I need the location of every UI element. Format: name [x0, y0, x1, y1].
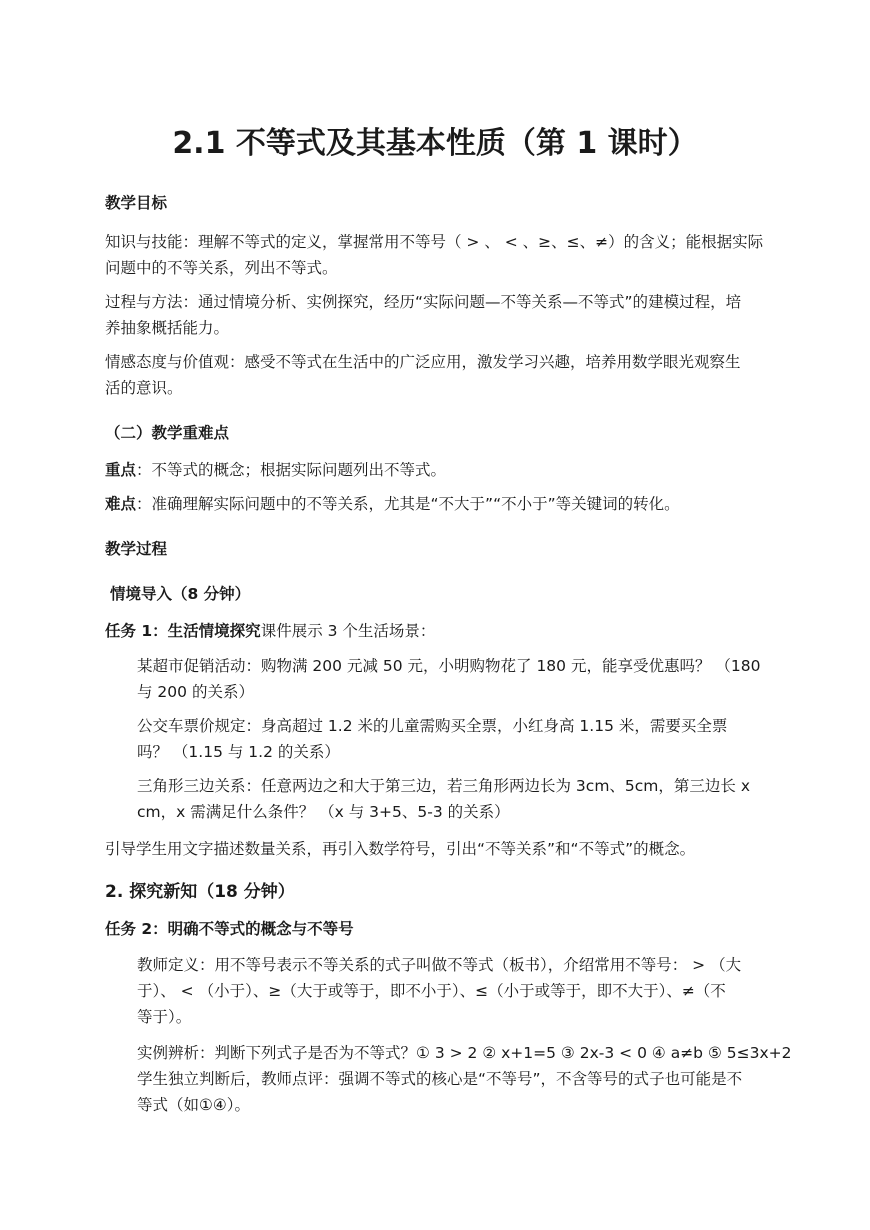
section-heading-keypoints: （二）教学重难点 [105, 424, 230, 442]
difficulty-paragraph [105, 489, 680, 519]
key-point-paragraph [105, 455, 446, 485]
task2-heading: 任务 2：明确不等式的概念与不等号 [105, 920, 354, 938]
key-point-label: 重点 [105, 461, 137, 479]
explore-heading: 2. 探究新知（18 分钟） [105, 882, 295, 902]
guide-paragraph: 引导学生用文字描述数量关系，再引入数学符号，引出“不等关系”和“不等式”的概念。 [105, 840, 696, 858]
example-line-1: 实例辨析：判断下列式子是否为不等式？① 3 > 2 ② x+1=5 ③ 2x-3 < 0 ④ a≠b ⑤ 5≤3x+2 [137, 1044, 792, 1062]
knowledge-line-2: 问题中的不等关系，列出不等式。 [105, 259, 338, 277]
definition-line-3: 等于）。 [137, 1008, 192, 1026]
definition-line-2: 于）、 < （小于）、≥（大于或等于，即不小于）、≤（小于或等于，即不大于）、≠（不 [137, 982, 726, 1000]
scene1-line-2: 与 200 的关系） [137, 683, 254, 701]
task1-label: 任务 1：生活情境探究 [105, 622, 261, 640]
example-line-2: 学生独立判断后，教师点评：强调不等式的核心是“不等号”，不含等号的式子也可能是不 [137, 1070, 743, 1088]
difficulty-text: ：准确理解实际问题中的不等关系，尤其是“不大于”“不小于”等关键词的转化。 [136, 495, 680, 513]
emotion-line-2: 活的意识。 [105, 379, 183, 397]
process-method-line-1: 过程与方法：通过情境分析、实例探究，经历“实际问题—不等关系—不等式”的建模过程，培 [105, 293, 742, 311]
scene3-line-2: cm，x 需满足什么条件？ （x 与 3+5、5-3 的关系） [137, 803, 510, 821]
page-title: 2.1 不等式及其基本性质（第 1 课时） [172, 126, 698, 161]
emotion-line-1: 情感态度与价值观：感受不等式在生活中的广泛应用，激发学习兴趣，培养用数学眼光观察生 [105, 353, 741, 371]
section-heading-process: 教学过程 [105, 540, 168, 558]
intro-heading: 情境导入（8 分钟） [110, 585, 251, 603]
scene2-line-1: 公交车票价规定：身高超过 1.2 米的儿童需购买全票，小红身高 1.15 米，需要买全票 [137, 717, 728, 735]
knowledge-line-1: 知识与技能：理解不等式的定义，掌握常用不等号（ > 、 < 、≥、≤、≠）的含义；能根据实际 [105, 233, 764, 251]
section-heading-objectives: 教学目标 [105, 194, 168, 212]
scene2-line-2: 吗？ （1.15 与 1.2 的关系） [137, 743, 340, 761]
example-line-3: 等式（如①④）。 [137, 1096, 251, 1114]
scene3-line-1: 三角形三边关系：任意两边之和大于第三边，若三角形两边长为 3cm、5cm，第三边长 x [137, 777, 750, 795]
task1-text: 课件展示 3 个生活场景： [260, 622, 436, 640]
scene1-line-1: 某超市促销活动：购物满 200 元减 50 元，小明购物花了 180 元，能享受优惠吗？ （180 [137, 657, 761, 675]
difficulty-label: 难点 [105, 495, 137, 513]
process-method-line-2: 养抽象概括能力。 [105, 319, 230, 337]
task1-paragraph [105, 616, 435, 646]
definition-line-1: 教师定义：用不等号表示不等关系的式子叫做不等式（板书），介绍常用不等号： > （大 [137, 956, 742, 974]
key-point-text: ：不等式的概念；根据实际问题列出不等式。 [136, 461, 447, 479]
